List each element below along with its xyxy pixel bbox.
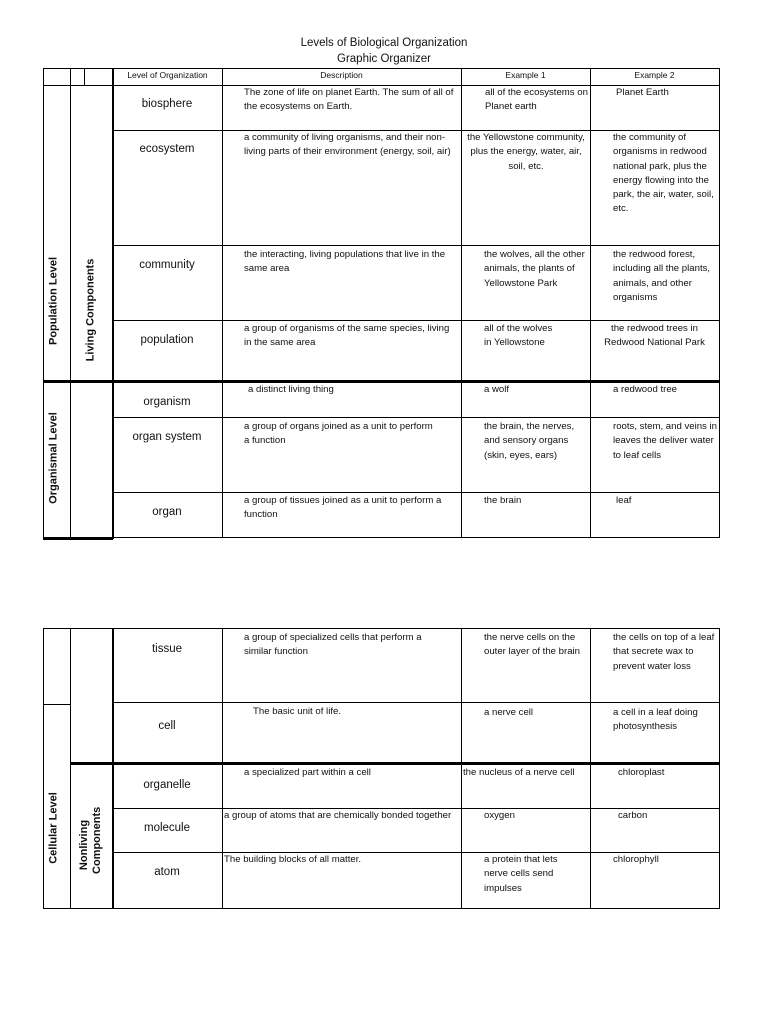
ex1-atom: a protein that lets nerve cells send impulses — [484, 854, 558, 894]
ex2-population: the redwood trees in Redwood National Park — [604, 323, 705, 349]
ex1-biosphere: all of the ecosystems on Planet earth — [485, 87, 588, 113]
ex1-organism: a wolf — [484, 384, 510, 395]
level-community: community — [139, 259, 195, 271]
level-atom: atom — [154, 866, 180, 878]
desc-organ: a group of tissues joined as a unit to perform a function — [244, 495, 442, 521]
group-nonliving-components: Nonliving Components — [78, 806, 103, 874]
ex2-community: the redwood forest, including all the plants, animals, and other organisms — [613, 249, 711, 303]
ex1-community: the wolves, all the other animals, the plants of Yellowstone Park — [484, 249, 585, 289]
page-subtitle: Graphic Organizer — [337, 53, 431, 65]
desc-tissue: a group of specialized cells that perform a similar function — [244, 632, 422, 658]
desc-atom: The building blocks of all matter. — [224, 854, 362, 865]
ex2-tissue: the cells on top of a leaf that secrete wax to prevent water loss — [613, 632, 715, 672]
level-tissue: tissue — [151, 643, 183, 655]
ex2-ecosystem: the community of organisms in redwood national park, plus the energy flowing into the park, the air, water, soil, etc. — [613, 132, 714, 215]
level-population: population — [140, 334, 194, 346]
ex2-organ-system: roots, stem, and veins in leaves the deliver water to leaf cells — [613, 421, 717, 461]
level-organ-system: organ system — [132, 431, 202, 443]
desc-organelle: a specialized part within a cell — [244, 767, 371, 778]
desc-organism: a distinct living thing — [248, 384, 334, 395]
ex1-ecosystem: the Yellowstone community, plus the energy, water, air, soil, etc. — [467, 132, 585, 172]
ex2-biosphere: Planet Earth — [616, 87, 669, 98]
ex1-organelle: the nucleus of a nerve cell — [463, 767, 575, 778]
level-cell: cell — [158, 720, 176, 732]
desc-biosphere: The zone of life on planet Earth. The sum of all of the ecosystems on Earth. — [244, 87, 454, 113]
ex1-organ-system: the brain, the nerves, and sensory organs (skin, eyes, ears) — [484, 421, 575, 461]
header-level: Level of Organization — [127, 70, 208, 80]
level-biosphere: biosphere — [141, 98, 193, 110]
group-organismal-level: Organismal Level — [47, 412, 60, 504]
desc-organ-system: a group of organs joined as a unit to perform a function — [244, 421, 433, 447]
level-organ: organ — [152, 506, 182, 518]
desc-community: the interacting, living populations that live in the same area — [244, 249, 446, 275]
ex1-population: all of the wolves in Yellowstone — [484, 323, 553, 349]
ex2-atom: chlorophyll — [613, 854, 659, 865]
ex2-organelle: chloroplast — [618, 767, 665, 778]
ex1-organ: the brain — [484, 495, 522, 506]
desc-population: a group of organisms of the same species, living in the same area — [244, 323, 450, 349]
level-molecule: molecule — [143, 822, 191, 834]
ex1-molecule: oxygen — [484, 810, 515, 821]
header-example-1: Example 1 — [505, 70, 546, 80]
ex2-organ: leaf — [616, 495, 632, 506]
ex2-organism: a redwood tree — [613, 384, 677, 395]
page-title: Levels of Biological Organization — [300, 37, 468, 49]
level-ecosystem: ecosystem — [139, 143, 195, 155]
ex2-cell: a cell in a leaf doing photosynthesis — [613, 707, 698, 733]
ex1-tissue: the nerve cells on the outer layer of the brain — [484, 632, 580, 658]
desc-ecosystem: a community of living organisms, and their non- living parts of their environment (energy, soil, air) — [244, 132, 451, 158]
group-cellular-level: Cellular Level — [47, 792, 60, 864]
level-organelle: organelle — [143, 779, 191, 791]
header-example-2: Example 2 — [634, 70, 675, 80]
desc-molecule: a group of atoms that are chemically bonded together — [224, 810, 452, 821]
group-population-level: Population Level — [47, 256, 60, 346]
header-description: Description — [320, 70, 363, 80]
ex2-molecule: carbon — [618, 810, 648, 821]
desc-cell: The basic unit of life. — [253, 706, 341, 717]
ex1-cell: a nerve cell — [484, 707, 534, 718]
level-organism: organism — [143, 396, 191, 408]
group-living-components: Living Components — [84, 258, 97, 362]
